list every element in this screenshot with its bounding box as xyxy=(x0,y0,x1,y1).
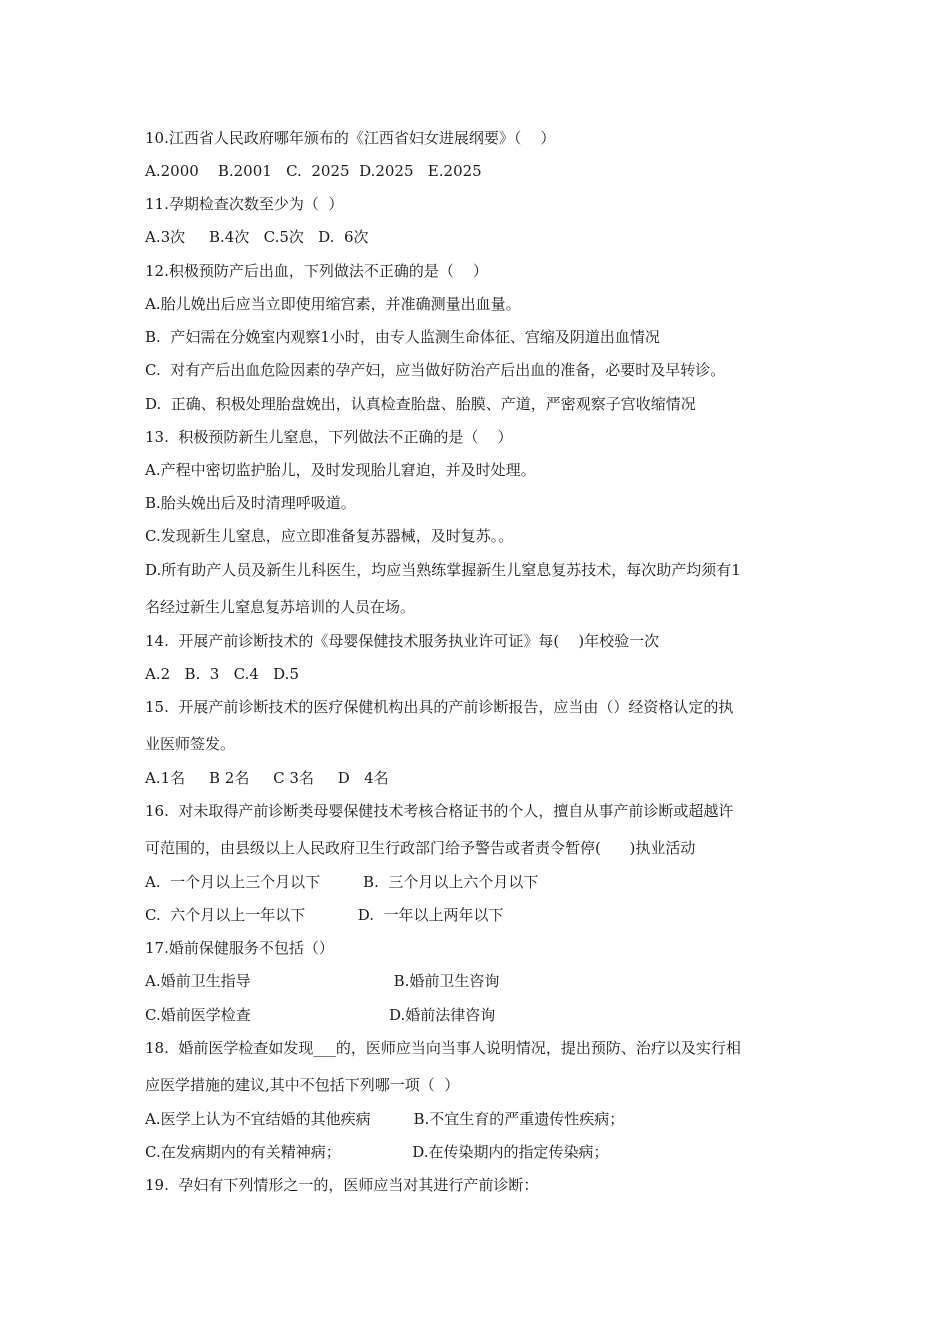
question-16-options-ab: A. 一个月以上三个月以下 B. 三个月以上六个月以下 xyxy=(145,873,539,891)
question-16-stem-cont: 可范围的，由县级以上人民政府卫生行政部门给予警告或者责令暂停( )执业活动 xyxy=(145,839,696,857)
question-15-options: A.1名 B 2名 C 3名 D 4名 xyxy=(145,769,389,787)
question-10-stem: 10.江西省人民政府哪年颁布的《江西省妇女进展纲要》（ ） xyxy=(145,129,556,147)
question-17-options-ab: A.婚前卫生指导 B.婚前卫生咨询 xyxy=(145,972,500,990)
question-13-option-b: B.胎头娩出后及时清理呼吸道。 xyxy=(145,494,356,512)
question-12-option-d: D. 正确、积极处理胎盘娩出，认真检查胎盘、胎膜、产道，严密观察子宫收缩情况 xyxy=(145,395,696,413)
question-13-stem: 13. 积极预防新生儿窒息，下列做法不正确的是（ ） xyxy=(145,428,513,446)
question-10-options: A.2000 B.2001 C. 2025 D.2025 E.2025 xyxy=(145,162,482,180)
question-13-option-d: D.所有助产人员及新生儿科医生，均应当熟练掌握新生儿窒息复苏技术，每次助产均须有1 xyxy=(145,561,741,579)
question-13-option-a: A.产程中密切监护胎儿，及时发现胎儿窘迫，并及时处理。 xyxy=(145,461,536,479)
question-12-option-a: A.胎儿娩出后应当立即使用缩宫素，并准确测量出血量。 xyxy=(145,295,521,313)
question-14-options: A.2 B. 3 C.4 D.5 xyxy=(145,665,299,683)
question-19-stem: 19. 孕妇有下列情形之一的，医师应当对其进行产前诊断： xyxy=(145,1176,539,1194)
question-12-option-b: B. 产妇需在分娩室内观察1小时，由专人监测生命体征、宫缩及阴道出血情况 xyxy=(145,328,660,346)
question-12-option-c: C. 对有产后出血危险因素的孕产妇，应当做好防治产后出血的准备，必要时及早转诊。 xyxy=(145,361,726,379)
question-13-option-c: C.发现新生儿窒息，应立即准备复苏器械，及时复苏。。 xyxy=(145,527,514,545)
question-18-stem: 18. 婚前医学检查如发现___的，医师应当向当事人说明情况，提出预防、治疗以及实行相 xyxy=(145,1039,741,1057)
question-14-stem: 14. 开展产前诊断技术的《母婴保健技术服务执业许可证》每( )年校验一次 xyxy=(145,632,660,650)
question-16-options-cd: C. 六个月以上一年以下 D. 一年以上两年以下 xyxy=(145,906,504,924)
question-13-option-d-cont: 名经过新生儿窒息复苏培训的人员在场。 xyxy=(145,598,416,616)
question-16-stem: 16. 对未取得产前诊断类母婴保健技术考核合格证书的个人，擅自从事产前诊断或超越许 xyxy=(145,802,734,820)
question-11-stem: 11.孕期检查次数至少为（ ） xyxy=(145,195,344,213)
question-15-stem-cont: 业医师签发。 xyxy=(145,735,236,753)
question-17-stem: 17.婚前保健服务不包括（） xyxy=(145,939,334,957)
question-18-options-ab: A.医学上认为不宜结婚的其他疾病 B.不宜生育的严重遗传性疾病； xyxy=(145,1110,625,1128)
question-11-options: A.3次 B.4次 C.5次 D. 6次 xyxy=(145,228,369,246)
question-15-stem: 15. 开展产前诊断技术的医疗保健机构出具的产前诊断报告，应当由（）经资格认定的执 xyxy=(145,698,734,716)
question-12-stem: 12.积极预防产后出血，下列做法不正确的是（ ） xyxy=(145,262,488,280)
question-18-options-cd: C.在发病期内的有关精神病； D.在传染期内的指定传染病； xyxy=(145,1143,609,1161)
question-17-options-cd: C.婚前医学检查 D.婚前法律咨询 xyxy=(145,1006,496,1024)
question-18-stem-cont: 应医学措施的建议,其中不包括下列哪一项（ ） xyxy=(145,1076,460,1094)
